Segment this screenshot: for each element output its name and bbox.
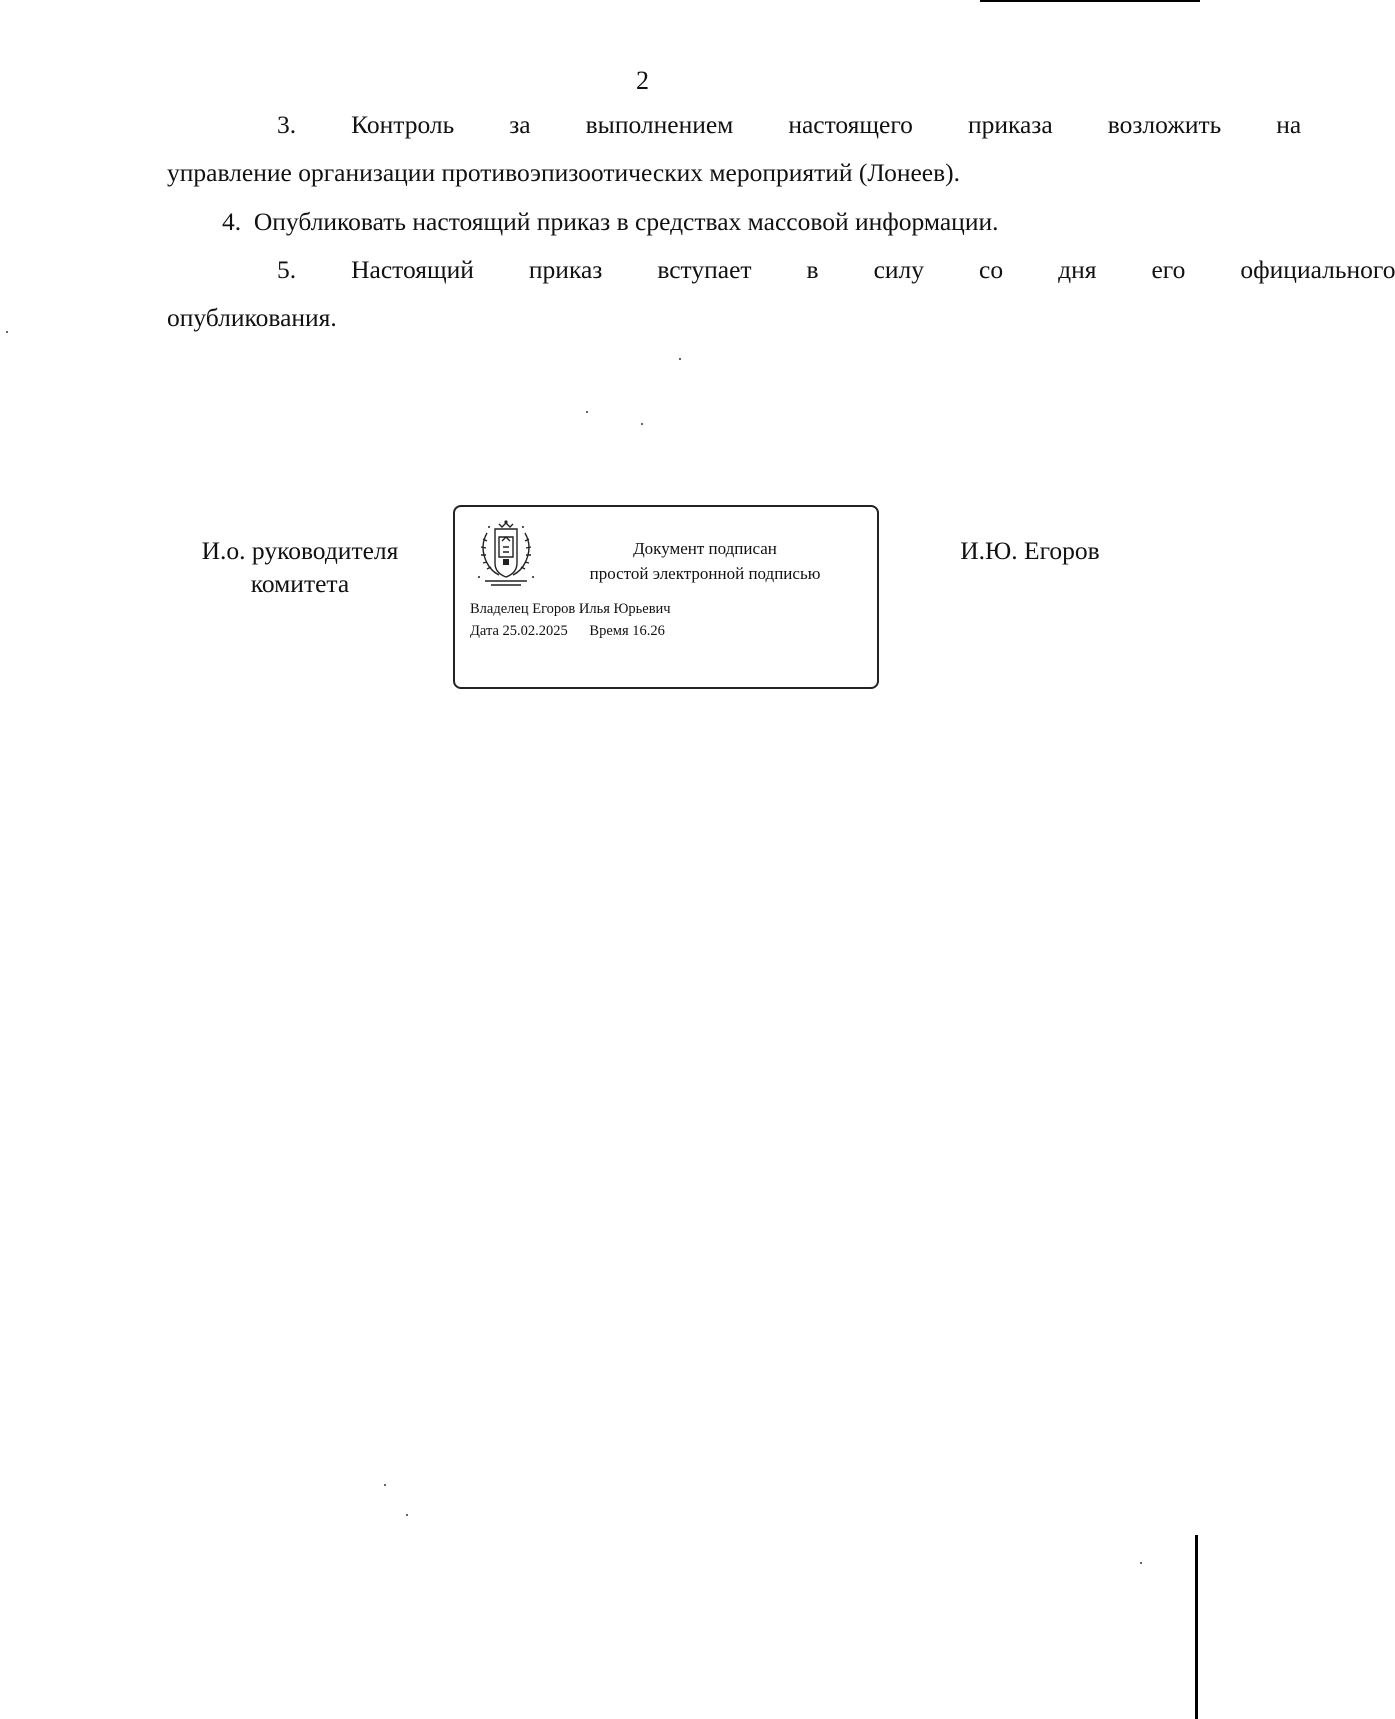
word: на: [1276, 110, 1302, 139]
word: приказа: [967, 110, 1053, 139]
stamp-date-label: Дата: [470, 623, 499, 639]
signer-name: И.Ю. Егоров: [960, 536, 1100, 565]
scan-speck: [641, 423, 643, 425]
word: дня: [1058, 255, 1097, 284]
word: его: [1151, 255, 1186, 284]
stamp-owner-label: Владелец: [470, 601, 529, 617]
scan-edge-line-right: [1195, 1535, 1198, 1719]
word: официального: [1240, 255, 1395, 284]
paragraph-5: [167, 246, 1395, 342]
paragraph-3-line-2: управление организации противоэпизоотических мероприятий (Лонеев).: [167, 158, 961, 187]
word: в: [806, 255, 819, 284]
word: выполнением: [585, 110, 734, 139]
word: вступает: [657, 255, 752, 284]
scan-speck: [406, 1514, 408, 1516]
stamp-title-line-1: Документ подписан: [633, 539, 777, 558]
paragraph-3: [167, 101, 1302, 197]
paragraph-number: 5.: [277, 255, 297, 284]
page-number: 2: [636, 66, 649, 95]
scan-speck: [679, 358, 681, 360]
paragraph-5-line-1: [167, 246, 1395, 294]
scan-speck: [384, 1484, 386, 1486]
scan-edge-line-top: [980, 0, 1200, 2]
paragraph-3-line-1: [167, 101, 1302, 149]
paragraph-number: 4.: [222, 207, 242, 236]
paragraph-5-line-2: опубликования.: [167, 303, 337, 332]
word: Контроль: [351, 110, 455, 139]
paragraph-number: 3.: [277, 110, 297, 139]
stamp-date: [470, 620, 665, 642]
stamp-title-line-2: простой электронной подписью: [589, 564, 821, 583]
signer-position-line-2: комитета: [250, 569, 350, 598]
stamp-owner: [470, 598, 671, 620]
signer-position: [170, 534, 430, 600]
paragraph-4: [167, 198, 1115, 246]
coat-of-arms-icon: [473, 519, 539, 591]
stamp-time-label: Время: [589, 623, 629, 639]
electronic-signature-stamp: [453, 505, 879, 689]
stamp-owner-name: Егоров Илья Юрьевич: [532, 601, 671, 617]
stamp-time-value: 16.26: [632, 623, 665, 639]
word: силу: [873, 255, 925, 284]
word: за: [509, 110, 531, 139]
word: возложить: [1107, 110, 1222, 139]
word: со: [979, 255, 1004, 284]
word: настоящего: [788, 110, 913, 139]
signer-position-line-1: И.о. руководителя: [201, 536, 399, 565]
word: Настоящий: [351, 255, 474, 284]
word: приказ: [528, 255, 603, 284]
stamp-date-value: 25.02.2025: [502, 623, 568, 639]
scan-speck: [6, 331, 8, 333]
scan-speck: [1140, 1562, 1142, 1564]
scan-speck: [586, 411, 588, 413]
paragraph-4-text: Опубликовать настоящий приказ в средствах массовой информации.: [253, 207, 999, 236]
stamp-title: [555, 536, 855, 586]
